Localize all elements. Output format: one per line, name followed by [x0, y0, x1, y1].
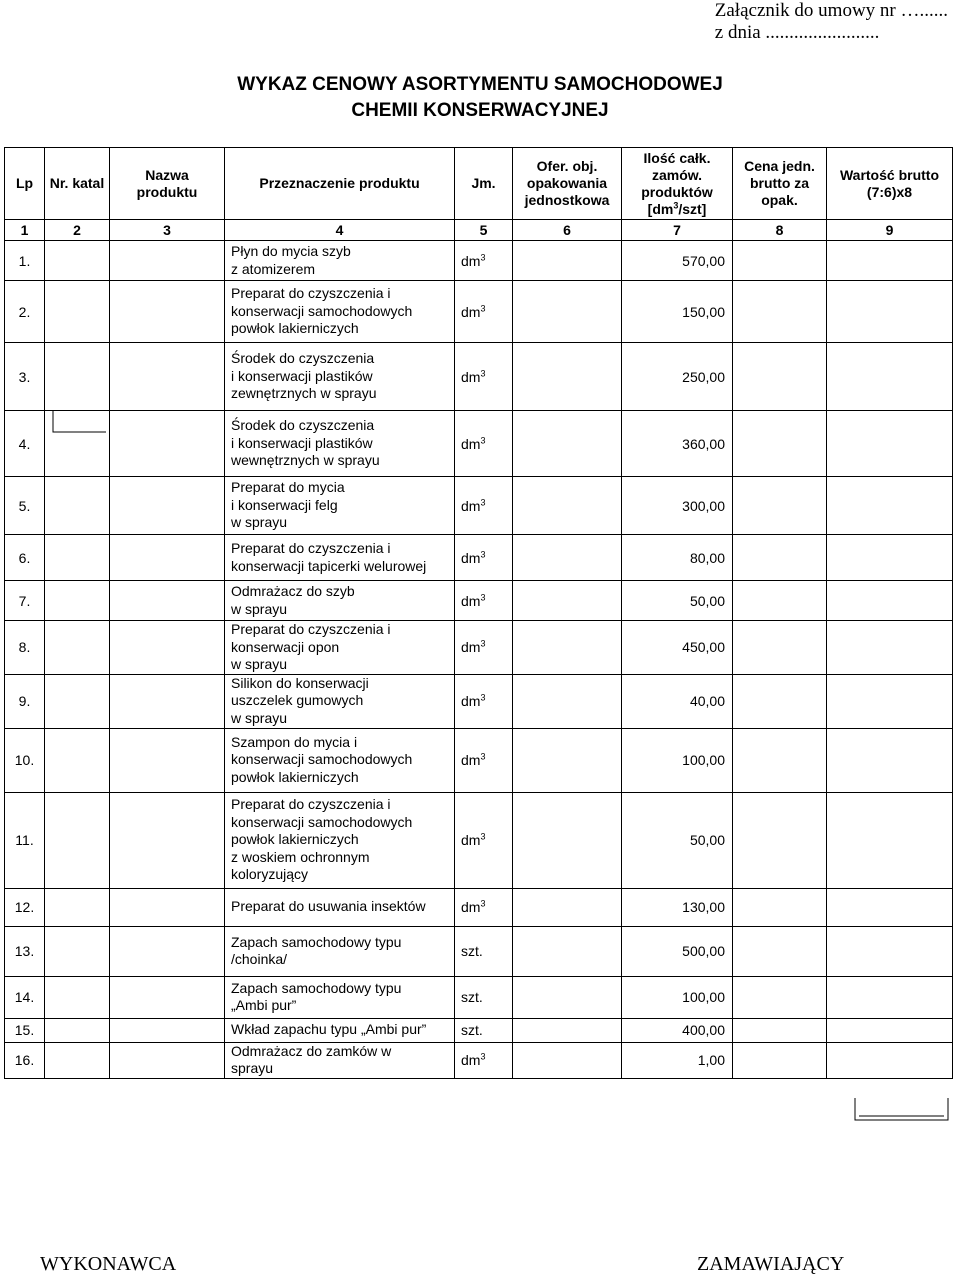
- cell-nazwa: [110, 976, 225, 1018]
- cell-nazwa: [110, 477, 225, 535]
- cell-katal: [45, 477, 110, 535]
- cell-katal: [45, 535, 110, 581]
- cell-wartosc: [827, 1042, 953, 1078]
- product-description: Preparat do czyszczenia i konserwacji samochodowych powłok lakierniczych z woskiem ochronnym koloryzujący: [231, 796, 413, 883]
- cell-ofer: [513, 241, 622, 281]
- header-ofer: Ofer. obj. opakowania jednostkowa: [513, 148, 622, 220]
- cell-jm: [455, 728, 513, 792]
- cell-przeznaczenie: [225, 926, 455, 976]
- cell-jm: [455, 926, 513, 976]
- cell-cena: [733, 411, 827, 477]
- table-body: [5, 220, 953, 1079]
- cell-ofer: [513, 535, 622, 581]
- cell-wartosc: [827, 674, 953, 728]
- cell-nazwa: [110, 581, 225, 621]
- unit-label: dm: [461, 639, 481, 656]
- product-description: Preparat do mycia i konserwacji felg w sprayu: [231, 479, 345, 531]
- annex-line-date: z dnia ........................: [714, 22, 880, 43]
- cell-ilosc: 450,00: [622, 621, 733, 675]
- corner-mark: [52, 410, 108, 434]
- cell-ilosc: 1,00: [622, 1042, 733, 1078]
- unit-label: dm: [461, 1052, 481, 1068]
- title-line-2: CHEMII KONSERWACYJNEJ: [351, 100, 609, 121]
- cell-cena: [733, 674, 827, 728]
- cell-cena: [733, 581, 827, 621]
- cell-cena: [733, 728, 827, 792]
- table-row: [5, 926, 953, 976]
- cell-cena: [733, 477, 827, 535]
- unit-label: dm: [461, 592, 481, 609]
- cell-jm: [455, 477, 513, 535]
- header-cena: Cena jedn. brutto za opak.: [733, 148, 827, 220]
- cell-nazwa: [110, 728, 225, 792]
- header-nazwa: Nazwa produktu: [110, 148, 225, 220]
- column-number: 7: [622, 220, 733, 241]
- cell-katal: [45, 976, 110, 1018]
- cell-katal: [45, 926, 110, 976]
- cell-nazwa: [110, 411, 225, 477]
- header-lp: Lp: [5, 148, 45, 220]
- cell-cena: [733, 1042, 827, 1078]
- product-description: Preparat do czyszczenia i konserwacji samochodowych powłok lakierniczych: [231, 285, 413, 337]
- product-description: Szampon do mycia i konserwacji samochodowych powłok lakierniczych: [231, 733, 413, 785]
- cell-nazwa: [110, 1042, 225, 1078]
- column-number: 9: [827, 220, 953, 241]
- table-row: [5, 728, 953, 792]
- cell-przeznaczenie: [225, 343, 455, 411]
- cell-ofer: [513, 581, 622, 621]
- cell-jm: [455, 792, 513, 888]
- cell-wartosc: [827, 411, 953, 477]
- unit-label: dm: [461, 549, 481, 566]
- cell-przeznaczenie: [225, 976, 455, 1018]
- annex-note: [715, 0, 948, 44]
- cell-katal: [45, 1042, 110, 1078]
- cell-lp: 8.: [5, 621, 45, 675]
- cell-ilosc: 50,00: [622, 581, 733, 621]
- cell-cena: [733, 926, 827, 976]
- cell-ilosc: 570,00: [622, 241, 733, 281]
- product-description: Preparat do czyszczenia i konserwacji tapicerki welurowej: [231, 540, 427, 574]
- cell-ilosc: 150,00: [622, 281, 733, 343]
- cell-przeznaczenie: [225, 674, 455, 728]
- cell-przeznaczenie: [225, 888, 455, 926]
- unit-label: dm: [461, 252, 481, 269]
- cell-nazwa: [110, 792, 225, 888]
- table-row: [5, 621, 953, 675]
- table-row: [5, 411, 953, 477]
- cell-wartosc: [827, 241, 953, 281]
- cell-katal: [45, 621, 110, 675]
- cell-lp: 7.: [5, 581, 45, 621]
- cell-lp: 9.: [5, 674, 45, 728]
- cell-ofer: [513, 621, 622, 675]
- unit-exponent: 3: [480, 367, 486, 378]
- cell-wartosc: [827, 728, 953, 792]
- signature-client: ZAMAWIAJĄCY: [697, 1253, 845, 1275]
- cell-cena: [733, 792, 827, 888]
- column-number: 3: [110, 220, 225, 241]
- table-row: [5, 1018, 953, 1042]
- cell-przeznaczenie: [225, 581, 455, 621]
- cell-ilosc: 50,00: [622, 792, 733, 888]
- cell-nazwa: [110, 621, 225, 675]
- cell-przeznaczenie: [225, 1042, 455, 1078]
- cell-jm: [455, 674, 513, 728]
- cell-jm: [455, 581, 513, 621]
- unit-label: szt.: [461, 989, 483, 1005]
- cell-ofer: [513, 343, 622, 411]
- cell-lp: 10.: [5, 728, 45, 792]
- product-description: Zapach samochodowy typu /choinka/: [231, 933, 402, 967]
- cell-ilosc: 400,00: [622, 1018, 733, 1042]
- header-row: [5, 148, 953, 220]
- header-przeznaczenie: Przeznaczenie produktu: [225, 148, 455, 220]
- price-table: [4, 147, 953, 1079]
- unit-exponent: 3: [480, 251, 486, 262]
- unit-label: dm: [461, 368, 481, 385]
- unit-label: szt.: [461, 1022, 483, 1038]
- cell-jm: [455, 888, 513, 926]
- unit-exponent: 3: [480, 692, 486, 703]
- cell-lp: 14.: [5, 976, 45, 1018]
- cell-katal: [45, 1018, 110, 1042]
- cell-cena: [733, 888, 827, 926]
- cell-przeznaczenie: [225, 535, 455, 581]
- cell-katal: [45, 888, 110, 926]
- column-number: 1: [5, 220, 45, 241]
- cell-katal: [45, 792, 110, 888]
- cell-przeznaczenie: [225, 792, 455, 888]
- cell-nazwa: [110, 674, 225, 728]
- cell-przeznaczenie: [225, 728, 455, 792]
- cell-ofer: [513, 792, 622, 888]
- table-row: [5, 281, 953, 343]
- cell-jm: [455, 343, 513, 411]
- cell-przeznaczenie: [225, 621, 455, 675]
- cell-katal: [45, 728, 110, 792]
- header-ilosc: Ilość całk. zamów. produktów $[dm^3/szt]$: [622, 148, 733, 220]
- unit-exponent: 3: [480, 898, 486, 909]
- column-number: 8: [733, 220, 827, 241]
- cell-nazwa: [110, 888, 225, 926]
- unit-exponent: 3: [480, 751, 486, 762]
- cell-ilosc: 250,00: [622, 343, 733, 411]
- cell-lp: 5.: [5, 477, 45, 535]
- header-jm: Jm.: [455, 148, 513, 220]
- cell-przeznaczenie: [225, 477, 455, 535]
- cell-ilosc: 80,00: [622, 535, 733, 581]
- cell-cena: [733, 241, 827, 281]
- cell-lp: 1.: [5, 241, 45, 281]
- unit-label: dm: [461, 899, 481, 915]
- cell-przeznaczenie: [225, 281, 455, 343]
- table-row: [5, 976, 953, 1018]
- table-row: [5, 241, 953, 281]
- cell-cena: [733, 621, 827, 675]
- title-line-1: WYKAZ CENOWY ASORTYMENTU SAMOCHODOWEJ: [237, 74, 723, 95]
- unit-label: dm: [461, 752, 481, 768]
- column-number: 2: [45, 220, 110, 241]
- unit-exponent: 3: [480, 591, 486, 602]
- unit-exponent: 3: [480, 434, 486, 445]
- cell-ilosc: 100,00: [622, 728, 733, 792]
- cell-katal: [45, 581, 110, 621]
- product-description: Zapach samochodowy typu „Ambi pur”: [231, 979, 402, 1013]
- cell-ofer: [513, 888, 622, 926]
- cell-wartosc: [827, 343, 953, 411]
- cell-ilosc: 130,00: [622, 888, 733, 926]
- cell-nazwa: [110, 241, 225, 281]
- cell-ofer: [513, 728, 622, 792]
- table-row: [5, 477, 953, 535]
- cell-cena: [733, 281, 827, 343]
- cell-wartosc: [827, 477, 953, 535]
- cell-ilosc: 300,00: [622, 477, 733, 535]
- unit-exponent: 3: [480, 831, 486, 842]
- cell-wartosc: [827, 926, 953, 976]
- table-row: [5, 581, 953, 621]
- cell-jm: [455, 281, 513, 343]
- table-row: [5, 792, 953, 888]
- cell-jm: [455, 621, 513, 675]
- cell-lp: 11.: [5, 792, 45, 888]
- cell-jm: [455, 411, 513, 477]
- cell-lp: 2.: [5, 281, 45, 343]
- cell-wartosc: [827, 581, 953, 621]
- column-number-row: [5, 220, 953, 241]
- cell-ilosc: 100,00: [622, 976, 733, 1018]
- cell-lp: 16.: [5, 1042, 45, 1078]
- cell-wartosc: [827, 888, 953, 926]
- cell-katal: [45, 674, 110, 728]
- header-katal: Nr. katal: [45, 148, 110, 220]
- unit-exponent: 3: [480, 1051, 486, 1062]
- cell-wartosc: [827, 281, 953, 343]
- product-description: Odmrażacz do zamków w sprayu: [231, 1042, 392, 1076]
- cell-ofer: [513, 674, 622, 728]
- unit-label: dm: [461, 435, 481, 452]
- cell-jm: [455, 1018, 513, 1042]
- cell-katal: [45, 343, 110, 411]
- cell-wartosc: [827, 1018, 953, 1042]
- cell-lp: 13.: [5, 926, 45, 976]
- cell-ofer: [513, 1042, 622, 1078]
- column-number: 4: [225, 220, 455, 241]
- table-row: [5, 535, 953, 581]
- cell-jm: [455, 1042, 513, 1078]
- cell-nazwa: [110, 535, 225, 581]
- column-number: 6: [513, 220, 622, 241]
- cell-nazwa: [110, 281, 225, 343]
- annex-line-contract: Załącznik do umowy nr …......: [714, 0, 948, 21]
- cell-jm: [455, 535, 513, 581]
- cell-katal: [45, 281, 110, 343]
- unit-label: dm: [461, 832, 481, 848]
- product-description: Płyn do mycia szyb z atomizerem: [231, 243, 351, 277]
- header-wartosc: Wartość brutto (7:6)x8: [827, 148, 953, 220]
- signature-contractor: WYKONAWCA: [40, 1253, 177, 1275]
- table-row: [5, 343, 953, 411]
- cell-cena: [733, 535, 827, 581]
- cell-ofer: [513, 477, 622, 535]
- cell-lp: 6.: [5, 535, 45, 581]
- product-description: Preparat do czyszczenia i konserwacji opon w sprayu: [231, 621, 391, 672]
- cell-jm: [455, 241, 513, 281]
- column-number: 5: [455, 220, 513, 241]
- cell-cena: [733, 976, 827, 1018]
- unit-label: dm: [461, 693, 481, 709]
- cell-lp: 15.: [5, 1018, 45, 1042]
- cell-cena: [733, 343, 827, 411]
- product-description: Preparat do usuwania insektów: [231, 898, 426, 915]
- unit-exponent: 3: [480, 302, 486, 313]
- table-row: [5, 1042, 953, 1078]
- cell-ofer: [513, 926, 622, 976]
- cell-ofer: [513, 1018, 622, 1042]
- product-description: Środek do czyszczenia i konserwacji plastików wewnętrznych w sprayu: [231, 417, 380, 469]
- cell-nazwa: [110, 926, 225, 976]
- cell-ilosc: 40,00: [622, 674, 733, 728]
- cell-lp: 12.: [5, 888, 45, 926]
- cell-ilosc: 360,00: [622, 411, 733, 477]
- unit-exponent: 3: [480, 638, 486, 649]
- unit-exponent: 3: [480, 548, 486, 559]
- product-description: Wkład zapachu typu „Ambi pur”: [231, 1021, 427, 1038]
- unit-exponent: 3: [480, 496, 486, 507]
- cell-wartosc: [827, 976, 953, 1018]
- product-description: Silikon do konserwacji uszczelek gumowych w sprayu: [231, 674, 369, 726]
- cell-lp: 3.: [5, 343, 45, 411]
- product-description: Odmrażacz do szyb w sprayu: [231, 583, 355, 617]
- page-title: [0, 72, 960, 124]
- table-row: [5, 674, 953, 728]
- corner-mark: [854, 1098, 950, 1124]
- unit-label: dm: [461, 497, 481, 514]
- cell-wartosc: [827, 535, 953, 581]
- unit-label: dm: [461, 303, 481, 320]
- unit-label: szt.: [461, 943, 483, 959]
- product-description: Środek do czyszczenia i konserwacji plastików zewnętrznych w sprayu: [231, 350, 377, 402]
- cell-przeznaczenie: [225, 411, 455, 477]
- cell-lp: 4.: [5, 411, 45, 477]
- cell-ilosc: 500,00: [622, 926, 733, 976]
- cell-cena: [733, 1018, 827, 1042]
- cell-wartosc: [827, 792, 953, 888]
- cell-jm: [455, 976, 513, 1018]
- cell-nazwa: [110, 1018, 225, 1042]
- cell-katal: [45, 241, 110, 281]
- table-row: [5, 888, 953, 926]
- cell-nazwa: [110, 343, 225, 411]
- cell-przeznaczenie: [225, 241, 455, 281]
- cell-wartosc: [827, 621, 953, 675]
- cell-ofer: [513, 281, 622, 343]
- cell-przeznaczenie: [225, 1018, 455, 1042]
- cell-ofer: [513, 411, 622, 477]
- cell-ofer: [513, 976, 622, 1018]
